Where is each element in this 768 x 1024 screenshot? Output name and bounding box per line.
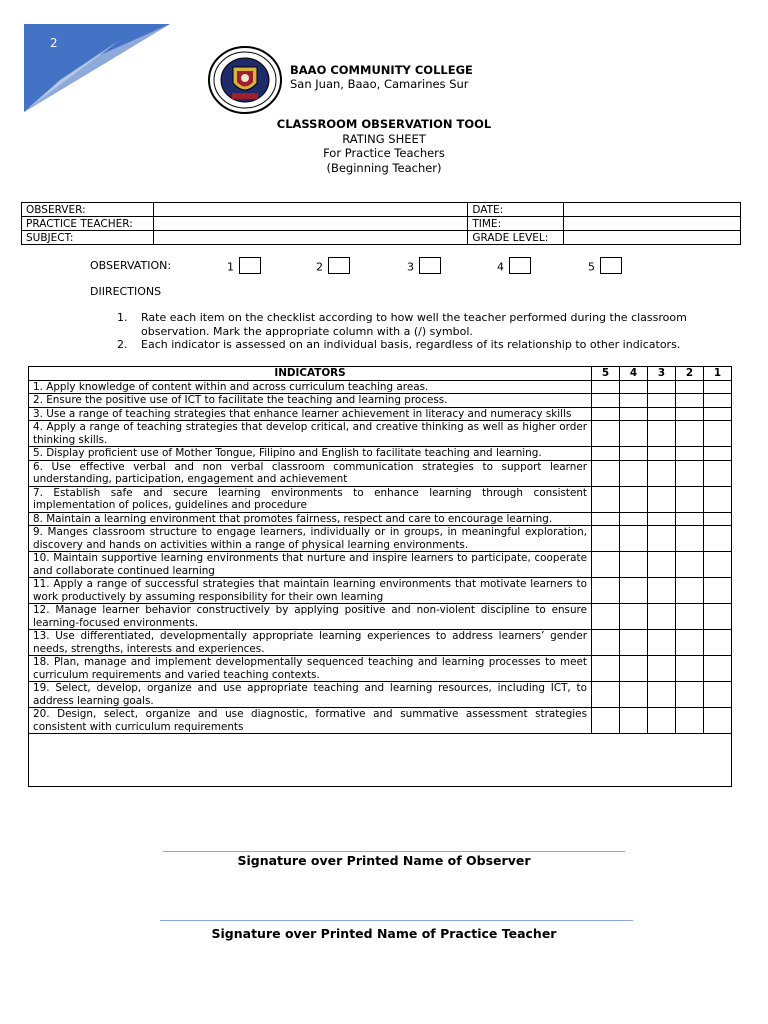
indicators-header: INDICATORS xyxy=(29,367,592,381)
indicator-row xyxy=(29,421,732,447)
rating-cell[interactable] xyxy=(620,394,648,408)
rating-cell[interactable] xyxy=(704,486,732,512)
rating-cell[interactable] xyxy=(676,447,704,461)
rating-cell[interactable] xyxy=(592,578,620,604)
rating-cell[interactable] xyxy=(676,552,704,578)
indicator-row xyxy=(29,578,732,604)
scale-header: 3 xyxy=(648,367,676,381)
indicator-row xyxy=(29,460,732,486)
rating-cell[interactable] xyxy=(592,682,620,708)
rating-cell[interactable] xyxy=(592,460,620,486)
direction-text: Each indicator is assessed on an individual basis, regardless of its relationship to other indicators. xyxy=(141,338,681,351)
indicator-row xyxy=(29,708,732,734)
scale-header: 1 xyxy=(704,367,732,381)
directions-list xyxy=(117,311,697,352)
for-title: For Practice Teachers xyxy=(323,146,445,160)
rating-cell[interactable] xyxy=(648,682,676,708)
observation-option-label: 4 xyxy=(497,260,504,274)
indicator-text: 11. Apply a range of successful strategies that maintain learning environments that motivate learners to work productively by assuming responsibility for their own learning xyxy=(29,578,592,604)
college-name: BAAO COMMUNITY COLLEGE xyxy=(290,63,473,77)
rating-cell[interactable] xyxy=(648,630,676,656)
rating-cell[interactable] xyxy=(620,552,648,578)
rating-cell[interactable] xyxy=(704,394,732,408)
indicator-row xyxy=(29,604,732,630)
rating-cell[interactable] xyxy=(704,380,732,394)
rating-cell[interactable] xyxy=(676,682,704,708)
indicator-text: 7. Establish safe and secure learning environments to enhance learning through consistent implementation of polices, guidelines and procedure xyxy=(29,486,592,512)
rating-cell[interactable] xyxy=(620,512,648,526)
observation-option-label: 1 xyxy=(227,260,234,274)
rating-cell[interactable] xyxy=(592,407,620,421)
observation-checkbox[interactable] xyxy=(328,257,350,274)
rating-cell[interactable] xyxy=(648,421,676,447)
rating-cell[interactable] xyxy=(648,460,676,486)
rating-cell[interactable] xyxy=(592,630,620,656)
rating-cell[interactable] xyxy=(620,407,648,421)
rating-cell[interactable] xyxy=(704,656,732,682)
rating-cell[interactable] xyxy=(676,486,704,512)
rating-cell[interactable] xyxy=(620,486,648,512)
rating-cell[interactable] xyxy=(620,526,648,552)
rating-cell[interactable] xyxy=(704,630,732,656)
tool-title: CLASSROOM OBSERVATION TOOL xyxy=(276,117,492,131)
indicators-table xyxy=(28,366,732,787)
indicator-row xyxy=(29,394,732,408)
document-titles xyxy=(0,117,768,175)
rating-cell[interactable] xyxy=(648,656,676,682)
rating-cell[interactable] xyxy=(648,380,676,394)
observation-checkbox[interactable] xyxy=(509,257,531,274)
indicator-text: 3. Use a range of teaching strategies that enhance learner achievement in literacy and numeracy skills xyxy=(29,407,592,421)
direction-item: 2. Each indicator is assessed on an individual basis, regardless of its relationship to other indicators. xyxy=(117,338,681,351)
sheet-title: RATING SHEET xyxy=(342,131,426,146)
rating-cell[interactable] xyxy=(676,512,704,526)
practice-teacher-signature-line xyxy=(160,920,633,921)
indicator-row xyxy=(29,447,732,461)
observer-label: OBSERVER: xyxy=(22,203,154,217)
indicator-row xyxy=(29,486,732,512)
rating-cell[interactable] xyxy=(620,460,648,486)
rating-cell[interactable] xyxy=(676,630,704,656)
indicator-text: 8. Maintain a learning environment that promotes fairness, respect and care to encourage learning. xyxy=(29,512,592,526)
rating-cell[interactable] xyxy=(676,380,704,394)
grade-level-field[interactable] xyxy=(564,231,741,245)
rating-cell[interactable] xyxy=(592,394,620,408)
observer-field[interactable] xyxy=(153,203,467,217)
indicator-row xyxy=(29,682,732,708)
indicator-row xyxy=(29,656,732,682)
date-field[interactable] xyxy=(564,203,741,217)
rating-cell[interactable] xyxy=(648,486,676,512)
indicator-row xyxy=(29,526,732,552)
rating-cell[interactable] xyxy=(648,447,676,461)
indicator-row xyxy=(29,630,732,656)
scale-header: 5 xyxy=(592,367,620,381)
rating-cell[interactable] xyxy=(620,421,648,447)
page-number: 2 xyxy=(50,36,58,50)
indicator-text: 4. Apply a range of teaching strategies that develop critical, and creative thinking as well as higher order thinking skills. xyxy=(29,421,592,447)
blank-cell xyxy=(29,734,732,787)
time-label: TIME: xyxy=(468,217,564,231)
direction-text: Rate each item on the checklist according to how well the teacher performed during the classroom observation. Mark the appropriate column with a (/) symbol. xyxy=(141,311,687,338)
observation-label: OBSERVATION: xyxy=(90,259,172,272)
rating-cell[interactable] xyxy=(704,682,732,708)
directions-title: DIIRECTIONS xyxy=(90,285,162,298)
rating-cell[interactable] xyxy=(620,682,648,708)
indicator-text: 6. Use effective verbal and non verbal classroom communication strategies to support learner understanding, participation, engagement and achievement xyxy=(29,460,592,486)
rating-cell[interactable] xyxy=(704,421,732,447)
subject-label: SUBJECT: xyxy=(22,231,154,245)
subject-field[interactable] xyxy=(153,231,467,245)
direction-item: 1. Rate each item on the checklist according to how well the teacher performed during the classroom observation. Mark the appropriate column with a (/) symbol. xyxy=(117,311,687,338)
rating-cell[interactable] xyxy=(592,421,620,447)
rating-cell[interactable] xyxy=(676,578,704,604)
rating-cell[interactable] xyxy=(704,604,732,630)
indicator-text: 20. Design, select, organize and use diagnostic, formative and summative assessment strategies consistent with curriculum requirements xyxy=(29,708,592,734)
observation-option-label: 5 xyxy=(588,260,595,274)
observation-checkbox[interactable] xyxy=(419,257,441,274)
rating-cell[interactable] xyxy=(704,552,732,578)
rating-cell[interactable] xyxy=(648,526,676,552)
rating-cell[interactable] xyxy=(648,394,676,408)
rating-cell[interactable] xyxy=(620,708,648,734)
indicator-text: 19. Select, develop, organize and use appropriate teaching and learning resources, including ICT, to address learning goals. xyxy=(29,682,592,708)
observation-checkbox[interactable] xyxy=(600,257,622,274)
observation-option[interactable] xyxy=(227,259,261,276)
rating-cell[interactable] xyxy=(648,578,676,604)
indicator-text: 10. Maintain supportive learning environments that nurture and inspire learners to participate, cooperate and collaborate continued learning xyxy=(29,552,592,578)
rating-cell[interactable] xyxy=(592,604,620,630)
rating-cell[interactable] xyxy=(704,526,732,552)
indicator-text: 9. Manges classroom structure to engage learners, individually or in groups, in meaningful exploration, discovery and hands on activities within a range of physical learning environments. xyxy=(29,526,592,552)
date-label: DATE: xyxy=(468,203,564,217)
observation-checkbox[interactable] xyxy=(239,257,261,274)
scale-header: 2 xyxy=(676,367,704,381)
observer-signature-line xyxy=(163,851,625,852)
practice-teacher-field[interactable] xyxy=(153,217,467,231)
scale-header: 4 xyxy=(620,367,648,381)
indicator-row xyxy=(29,380,732,394)
rating-cell[interactable] xyxy=(592,512,620,526)
rating-cell[interactable] xyxy=(676,604,704,630)
indicator-row xyxy=(29,407,732,421)
rating-cell[interactable] xyxy=(676,394,704,408)
rating-cell[interactable] xyxy=(648,407,676,421)
rating-cell[interactable] xyxy=(704,407,732,421)
rating-cell[interactable] xyxy=(592,708,620,734)
rating-cell[interactable] xyxy=(704,708,732,734)
indicator-text: 18. Plan, manage and implement developmentally sequenced teaching and learning processes to meet curriculum requirements and varied teaching contexts. xyxy=(29,656,592,682)
rating-cell[interactable] xyxy=(676,407,704,421)
rating-cell[interactable] xyxy=(648,604,676,630)
rating-cell[interactable] xyxy=(704,512,732,526)
rating-cell[interactable] xyxy=(620,380,648,394)
rating-cell[interactable] xyxy=(620,604,648,630)
level-title: (Beginning Teacher) xyxy=(326,160,442,175)
indicator-text: 2. Ensure the positive use of ICT to facilitate the teaching and learning process. xyxy=(29,394,592,408)
rating-cell[interactable] xyxy=(620,447,648,461)
corner-decoration xyxy=(0,0,180,120)
college-seal-logo xyxy=(206,45,284,115)
rating-cell[interactable] xyxy=(592,486,620,512)
time-field[interactable] xyxy=(564,217,741,231)
rating-cell[interactable] xyxy=(704,447,732,461)
rating-cell[interactable] xyxy=(648,708,676,734)
rating-cell[interactable] xyxy=(592,380,620,394)
observer-signature-label: Signature over Printed Name of Observer xyxy=(237,853,531,868)
rating-cell[interactable] xyxy=(704,578,732,604)
practice-teacher-label: PRACTICE TEACHER: xyxy=(22,217,154,231)
observation-option[interactable] xyxy=(316,259,350,276)
rating-cell[interactable] xyxy=(648,512,676,526)
observation-option-label: 2 xyxy=(316,260,323,274)
college-address: San Juan, Baao, Camarines Sur xyxy=(290,77,469,91)
rating-cell[interactable] xyxy=(592,552,620,578)
rating-cell[interactable] xyxy=(676,656,704,682)
grade-level-label: GRADE LEVEL: xyxy=(468,231,564,245)
observation-option-label: 3 xyxy=(407,260,414,274)
indicator-row xyxy=(29,552,732,578)
rating-cell[interactable] xyxy=(592,656,620,682)
indicator-text: 5. Display proficient use of Mother Tongue, Filipino and English to facilitate teaching and learning. xyxy=(29,447,592,461)
rating-cell[interactable] xyxy=(704,460,732,486)
blank-row xyxy=(29,734,732,787)
rating-cell[interactable] xyxy=(592,526,620,552)
info-table xyxy=(21,202,741,245)
rating-cell[interactable] xyxy=(676,421,704,447)
rating-cell[interactable] xyxy=(676,708,704,734)
rating-cell[interactable] xyxy=(620,578,648,604)
rating-cell[interactable] xyxy=(676,460,704,486)
observation-option[interactable] xyxy=(588,259,622,276)
indicator-text: 1. Apply knowledge of content within and across curriculum teaching areas. xyxy=(29,380,592,394)
rating-cell[interactable] xyxy=(620,630,648,656)
rating-cell[interactable] xyxy=(592,447,620,461)
rating-cell[interactable] xyxy=(620,656,648,682)
observation-option[interactable] xyxy=(407,259,441,276)
rating-cell[interactable] xyxy=(676,526,704,552)
observation-option[interactable] xyxy=(497,259,531,276)
rating-cell[interactable] xyxy=(648,552,676,578)
indicator-text: 13. Use differentiated, developmentally appropriate learning experiences to address learners’ gender needs, strengths, interests and experiences. xyxy=(29,630,592,656)
indicator-text: 12. Manage learner behavior constructively by applying positive and non-violent discipline to ensure learning-focused environments. xyxy=(29,604,592,630)
indicator-row xyxy=(29,512,732,526)
practice-teacher-signature-label: Signature over Printed Name of Practice Teacher xyxy=(211,926,557,941)
